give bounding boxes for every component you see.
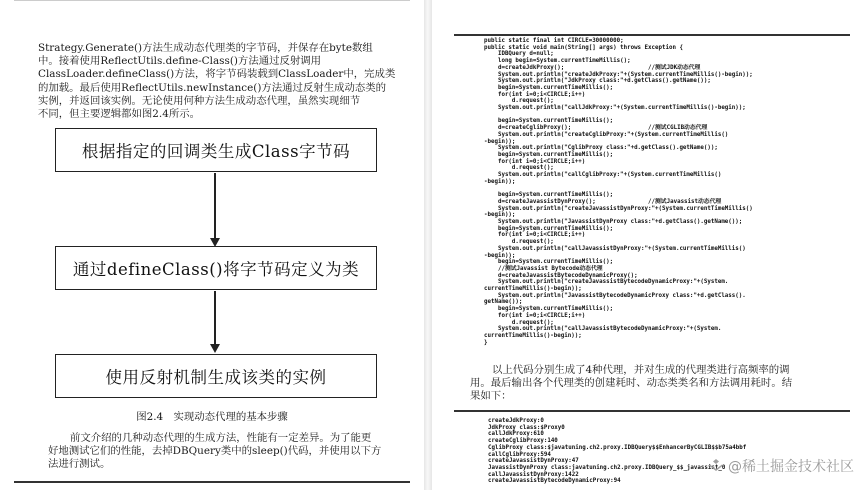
explanation-paragraph [470, 364, 848, 404]
code-line: begin=System.currentTimeMillis(); [484, 259, 614, 266]
flow-arrow [214, 173, 216, 239]
code-block [484, 38, 753, 346]
code-line: IDBQuery d=null; [484, 51, 554, 58]
flow-step-label: 使用反射机制生成该类的实例 [105, 368, 327, 387]
code-line: currentTimeMillis()-begin)); [484, 286, 582, 293]
code-line: //测试Javassist Bytecode动态代理 [484, 265, 603, 272]
code-line: System.out.println("callCglibProxy:"+(System.currentTimeMillis() [484, 172, 722, 179]
code-line: d=createJavassistBytecodeDynamicProxy(); [484, 272, 638, 279]
closing-paragraph [48, 432, 400, 472]
code-line: System.out.println("JdkProxy class:"+d.getClass().getName()); [484, 78, 711, 85]
code-line: System.out.println("createCglibProxy:"+(System.currentTimeMillis() [484, 131, 729, 138]
code-line: -begin)); [484, 138, 516, 145]
code-line: getName()); [484, 299, 523, 306]
watermark [708, 456, 854, 476]
output-line: createJdkProxy:0 [488, 418, 544, 424]
code-line: begin=System.currentTimeMillis(); [484, 84, 614, 91]
intro-line: Strategy.Generate()方法生成动态代理类的字节码，并保存在byte数组 [38, 42, 373, 54]
code-line: System.out.println("createJdkProxy:"+(System.currentTimeMillis()-begin)); [484, 71, 753, 78]
code-line: d=createCglibProxy(); //测试CGLIB动态代理 [484, 125, 708, 132]
code-line: for(int i=0;i<CIRCLE;i++) [484, 232, 586, 239]
closing-line: 前文介绍的几种动态代理的生成方法，性能有一定差异。为了能更 [70, 432, 372, 444]
code-line: -begin)); [484, 252, 516, 259]
flow-step-label: 通过defineClass()将字节码定义为类 [72, 260, 360, 279]
closing-line: 法进行测试。 [48, 458, 111, 471]
output-line: createJavassistBytecodeDynamicProxy:94 [488, 478, 621, 485]
output-line: callCglibProxy:594 [488, 451, 551, 458]
output-line: createCglibProxy:140 [488, 438, 558, 445]
intro-line: 的加载。最后使用ReflectUtils.newInstance()方法通过反射生成动态类的 [38, 81, 387, 94]
code-line: System.out.println("JavassistBytecodeDynamicProxy class:"+d.getClass(). [484, 292, 746, 299]
code-line: d=createJavassistDynProxy(); //测试Javassist动态代理 [484, 198, 722, 205]
intro-line: 实例，并返回该实例。无论使用何种方法生成动态代理，虽然实现细节 [38, 94, 361, 107]
code-line: begin=System.currentTimeMillis(); [484, 118, 614, 125]
explanation-line: 果如下： [470, 390, 512, 403]
code-line [484, 112, 753, 119]
code-line: System.out.println("callJavassistBytecodeDynamicProxy:"+(System. [484, 326, 722, 333]
flow-step-define-class [55, 246, 377, 290]
intro-line: 不同，但主要逻辑都如图2.4所示。 [38, 108, 200, 121]
code-line: begin=System.currentTimeMillis(); [484, 192, 614, 199]
code-line: currentTimeMillis()-begin)); [484, 332, 582, 339]
output-line: callJdkProxy:610 [488, 431, 544, 438]
output-line: JdkProxy class:$Proxy0 [488, 424, 565, 431]
watermark-text: @稀土掘金技术社区 [728, 459, 854, 475]
intro-line: 中。接着使用ReflectUtils.define-Class()方法通过反射调用 [38, 55, 322, 68]
output-line: createJavassistDynProxy:47 [488, 458, 579, 465]
flow-arrow [214, 291, 216, 345]
left-page [0, 0, 424, 490]
code-line: for(int i=0;i<CIRCLE;i++) [484, 91, 586, 98]
right-page [432, 0, 866, 490]
book-gutter [424, 0, 432, 490]
closing-line: 好地测试它们的性能，去掉DBQuery类中的sleep()代码，并使用以下方 [48, 445, 382, 458]
code-line: d.request(); [484, 319, 554, 326]
code-line: d.request(); [484, 98, 554, 105]
code-line: System.out.println("createJavassistBytecodeDynamicProxy:"+(System. [484, 279, 729, 286]
flow-step-generate-bytecode [55, 128, 377, 172]
code-line: begin=System.currentTimeMillis(); [484, 225, 614, 232]
intro-paragraph [38, 42, 396, 121]
code-line: System.out.println("createJavassistDynProxy:"+(System.currentTimeMillis() [484, 205, 753, 212]
flow-step-reflect-instance [55, 354, 377, 398]
code-line: begin=System.currentTimeMillis(); [484, 151, 614, 158]
output-line: callJavassistDynProxy:1422 [488, 471, 579, 478]
explanation-line: 以上代码分别生成了4种代理，并对生成的代理类进行高频率的调 [492, 364, 790, 376]
code-line: System.out.println("CglibProxy class:"+d.getClass().getName()); [484, 145, 718, 152]
arrow-down-icon [210, 344, 220, 353]
output-top-rule [454, 410, 850, 412]
code-line: System.out.println("callJdkProxy:"+(System.currentTimeMillis()-begin)); [484, 105, 746, 112]
code-line: d=createJdkProxy(); //测试JDK动态代理 [484, 64, 701, 71]
flow-step-label: 根据指定的回调类生成Class字节码 [81, 142, 351, 161]
code-line: long begin=System.currentTimeMillis(); [484, 58, 631, 65]
code-line: System.out.println("callJavassistDynProxy:"+(System.currentTimeMillis() [484, 245, 746, 252]
code-line: public static void main(String[] args) throws Exception { [484, 44, 683, 51]
output-line: CglibProxy class:$javatuning.ch2.proxy.IDBQuery$$EnhancerByCGLIB$$b75a4bbf [488, 444, 747, 451]
code-line: -begin)); [484, 178, 516, 185]
code-line: for(int i=0;i<CIRCLE;i++) [484, 158, 586, 165]
top-rule [14, 0, 410, 1]
code-line: -begin)); [484, 212, 516, 219]
code-line: System.out.println("JavassistDynProxy class:"+d.getClass().getName()); [484, 218, 743, 225]
explanation-line: 用。最后输出各个代理类的创建耗时、动态类类名和方法调用耗时。结 [470, 377, 793, 390]
output-line: JavassistDynProxy class:javatuning.ch2.proxy.IDBQuery_$$_javassist_0 [488, 464, 726, 471]
page-bottom-rule [14, 481, 410, 483]
code-top-rule [454, 34, 850, 36]
code-line: public static final int CIRCLE=30000000; [484, 38, 624, 44]
code-line: } [484, 339, 488, 346]
code-line: begin=System.currentTimeMillis(); [484, 306, 614, 313]
juejin-logo-icon [708, 458, 724, 474]
code-line [484, 185, 753, 192]
intro-line: ClassLoader.defineClass()方法，将字节码装载到ClassLoader中，完成类 [38, 68, 396, 81]
code-line: d.request(); [484, 165, 554, 172]
figure-caption: 图2.4 实现动态代理的基本步骤 [136, 411, 288, 423]
code-line: for(int i=0;i<CIRCLE;i++) [484, 312, 586, 319]
code-line: d.request(); [484, 239, 554, 246]
